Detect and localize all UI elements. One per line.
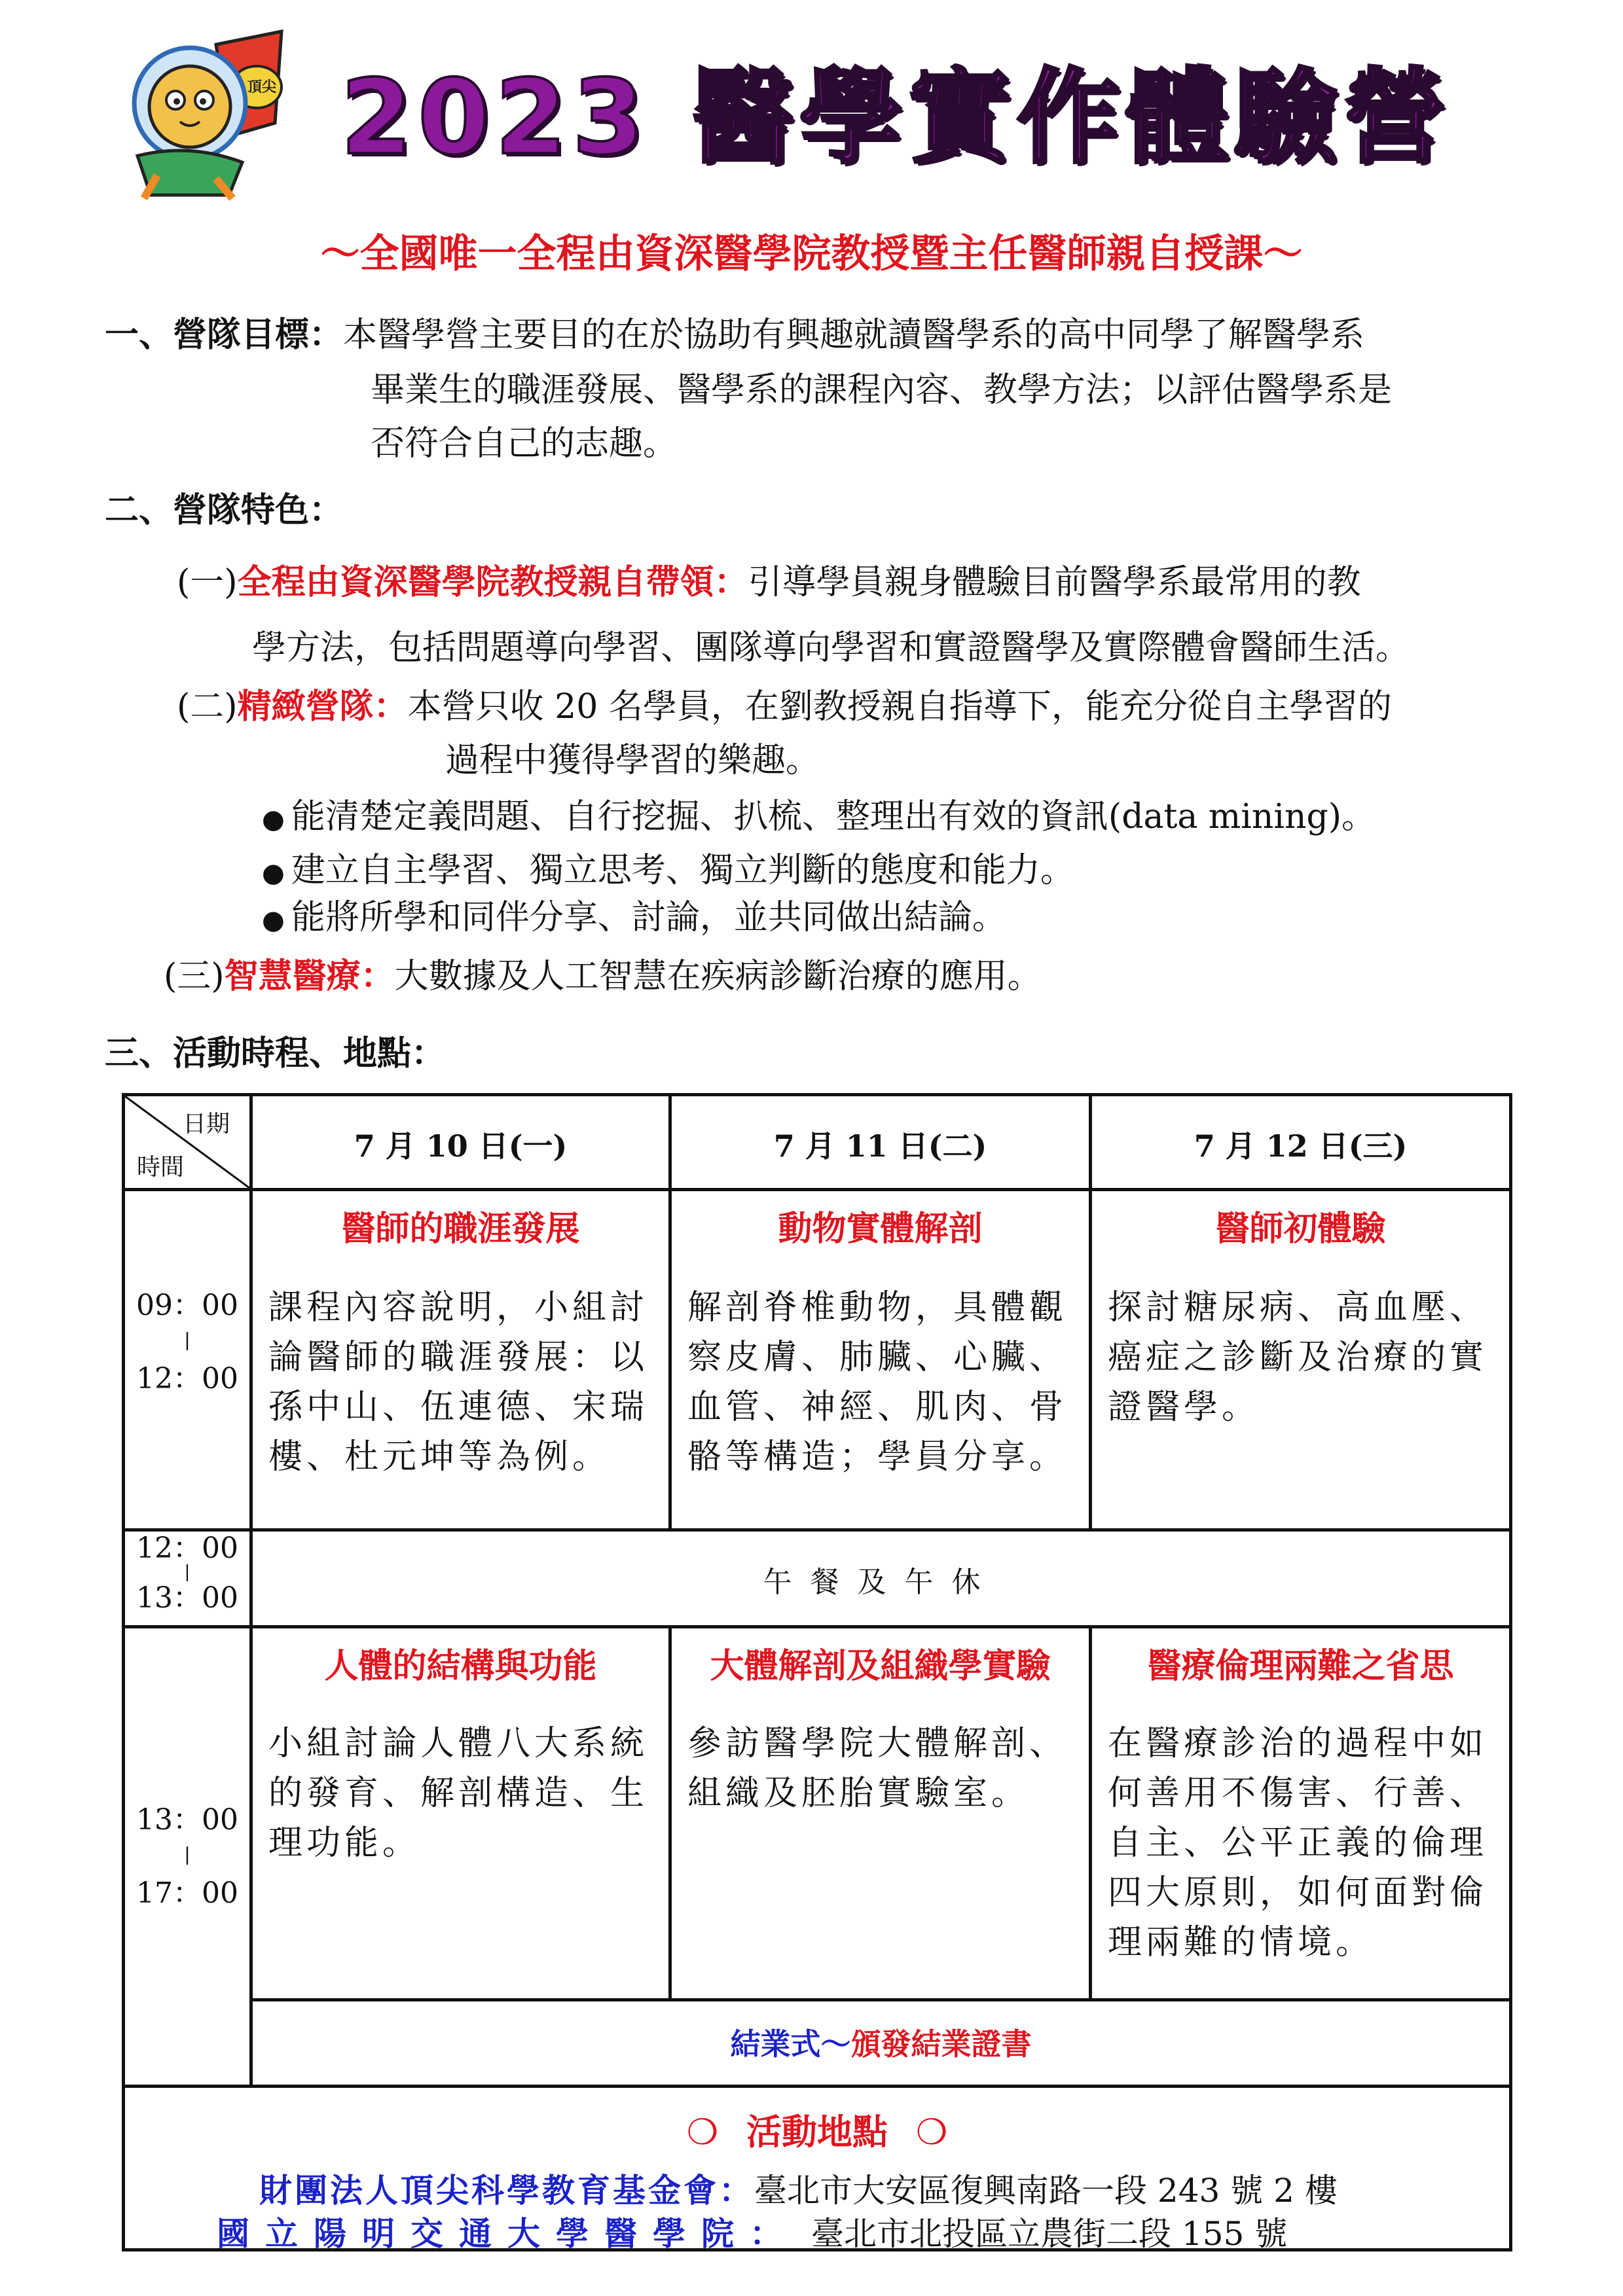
day-header: 7 月 11 日(二) (773, 1128, 987, 1164)
section2-item1-line1 (177, 556, 1361, 609)
item3-number: (三) (164, 957, 225, 996)
closing-label: 結業式～ (730, 2026, 851, 2062)
location-org-2: 國立陽明交通大學醫學院： (217, 2214, 798, 2253)
item3-text1: 大數據及人工智慧在疾病診斷治療的應用。 (394, 957, 1042, 996)
item1-number: (一) (177, 563, 238, 602)
item2-text2: 過程中獲得學習的樂趣。 (445, 741, 820, 780)
time-separator: ∣ (184, 1845, 191, 1868)
session-desc: 探討糖尿病、高血壓、 癌症之診斷及治療的實 證醫學。 (1108, 1288, 1488, 1427)
corner-date-label: 日期 (183, 1111, 230, 1138)
item1-text1: 引導學員親身體驗目前醫學系最常用的教 (748, 563, 1361, 602)
time-end: 13：00 (136, 1581, 238, 1615)
item2-number: (二) (177, 687, 238, 726)
session-topic: 醫師的職涯發展 (341, 1210, 580, 1249)
corner-time-label: 時間 (137, 1154, 185, 1181)
time-start: 09：00 (136, 1289, 238, 1322)
session-cell (1092, 1638, 1509, 1967)
session-desc: 解剖脊椎動物，具體觀 察皮膚、肺臟、心臟、 血管、神經、肌肉、骨 骼等構造；學員分享。 (687, 1288, 1068, 1477)
section1-heading: 一、營隊目標： (105, 315, 344, 355)
session-cell (253, 1201, 668, 1482)
location-title: 活動地點 (746, 2111, 888, 2153)
session-cell (672, 1638, 1089, 1818)
bullet-dot-icon: ● (262, 857, 285, 888)
main-title: 2023 醫學實作體驗營 (340, 58, 1451, 178)
item2-title: 精緻營隊： (237, 687, 408, 726)
location-address-1: 臺北市大安區復興南路一段 243 號 2 樓 (754, 2172, 1338, 2210)
session-desc: 在醫療診治的過程中如 何善用不傷害、行善、 自主、公平正義的倫理 四大原則，如何面對倫 理兩難的情境。 (1108, 1724, 1488, 1962)
item1-title: 全程由資深醫學院教授親自帶領： (237, 562, 748, 602)
session-topic: 醫師初體驗 (1215, 1210, 1386, 1249)
section2-heading: 二、營隊特色： (105, 490, 344, 530)
item3-title: 智慧醫療： (224, 956, 395, 996)
location-title-row (125, 2104, 1509, 2155)
time-slot-afternoon (125, 1797, 249, 1917)
time-separator: ∣ (184, 1331, 191, 1354)
time-start: 12：00 (136, 1532, 238, 1565)
bullet-item (262, 844, 1074, 899)
section1-heading-line (105, 309, 1364, 361)
session-cell (1092, 1201, 1509, 1432)
bullet-item (262, 891, 1006, 946)
session-desc: 課程內容說明，小組討 論醫師的職涯發展：以 孫中山、伍連德、宋瑞 樓、杜元坤等為例。 (268, 1288, 649, 1477)
mascot-badge-text: 頂尖 (247, 79, 277, 96)
bullet-dot-icon: ● (262, 804, 285, 834)
time-start: 13：00 (136, 1803, 238, 1837)
bullet-text: 能將所學和同伴分享、討論，並共同做出結論。 (291, 898, 1006, 937)
time-slot-lunch (125, 1534, 249, 1613)
circle-icon: ❍ (686, 2111, 719, 2153)
location-org-1: 財團法人頂尖科學教育基金會： (259, 2171, 754, 2210)
section3-heading: 三、活動時程、地點： (105, 1033, 446, 1073)
session-cell (672, 1201, 1089, 1482)
session-desc: 小組討論人體八大系統 的發育、解剖構造、生 理功能。 (268, 1724, 649, 1863)
session-cell (253, 1638, 668, 1868)
session-topic: 動物實體解剖 (778, 1210, 983, 1249)
circle-icon: ❍ (915, 2111, 948, 2153)
location-line-2 (217, 2208, 1287, 2255)
session-topic: 醫療倫理兩難之省思 (1147, 1647, 1454, 1686)
bullet-text: 能清楚定義問題、自行挖掘、扒梳、整理出有效的資訊(data mining)。 (291, 797, 1376, 836)
time-slot-morning (125, 1282, 249, 1403)
lunch-break: 午餐及午休 (763, 1566, 999, 1599)
section2-item3-line1 (164, 950, 1042, 1003)
camp-mascot-logo (118, 25, 301, 202)
location-address-2: 臺北市北投區立農街二段 155 號 (811, 2215, 1288, 2253)
location-line-1 (259, 2164, 1338, 2212)
session-topic: 大體解剖及組織學實驗 (710, 1647, 1051, 1686)
session-topic: 人體的結構與功能 (324, 1647, 597, 1686)
session-desc: 參訪醫學院大體解剖、 組織及胚胎實驗室。 (687, 1724, 1068, 1813)
closing-ceremony (253, 2020, 1509, 2064)
item2-text1: 本營只收 20 名學員，在劉教授親自指導下，能充分從自主學習的 (407, 687, 1392, 726)
time-end: 17：00 (136, 1876, 238, 1910)
section1-line-1: 本醫學營主要目的在於協助有興趣就讀醫學系的高中同學了解醫學系 (343, 315, 1365, 355)
day-header: 7 月 10 日(一) (354, 1128, 568, 1164)
closing-detail: 頒發結業證書 (850, 2026, 1032, 2062)
section2-item2-line1 (177, 681, 1392, 733)
bullet-dot-icon: ● (262, 905, 285, 935)
bullet-text: 建立自主學習、獨立思考、獨立判斷的態度和能力。 (291, 851, 1074, 890)
item1-text2: 學方法，包括問題導向學習、團隊導向學習和實證醫學及實際體會醫師生活。 (252, 628, 1410, 668)
bullet-item (262, 791, 1376, 846)
section1-line-2: 畢業生的職涯發展、醫學系的課程內容、教學方法；以評估醫學系是 (371, 370, 1393, 410)
section1-line-3: 否符合自己的志趣。 (371, 424, 678, 463)
subtitle: ～全國唯一全程由資深醫學院教授暨主任醫師親自授課～ (320, 231, 1303, 277)
time-end: 12：00 (136, 1362, 238, 1395)
time-separator: ∣ (184, 1562, 191, 1584)
day-header: 7 月 12 日(三) (1194, 1128, 1408, 1164)
schedule-table (122, 1093, 1512, 2251)
